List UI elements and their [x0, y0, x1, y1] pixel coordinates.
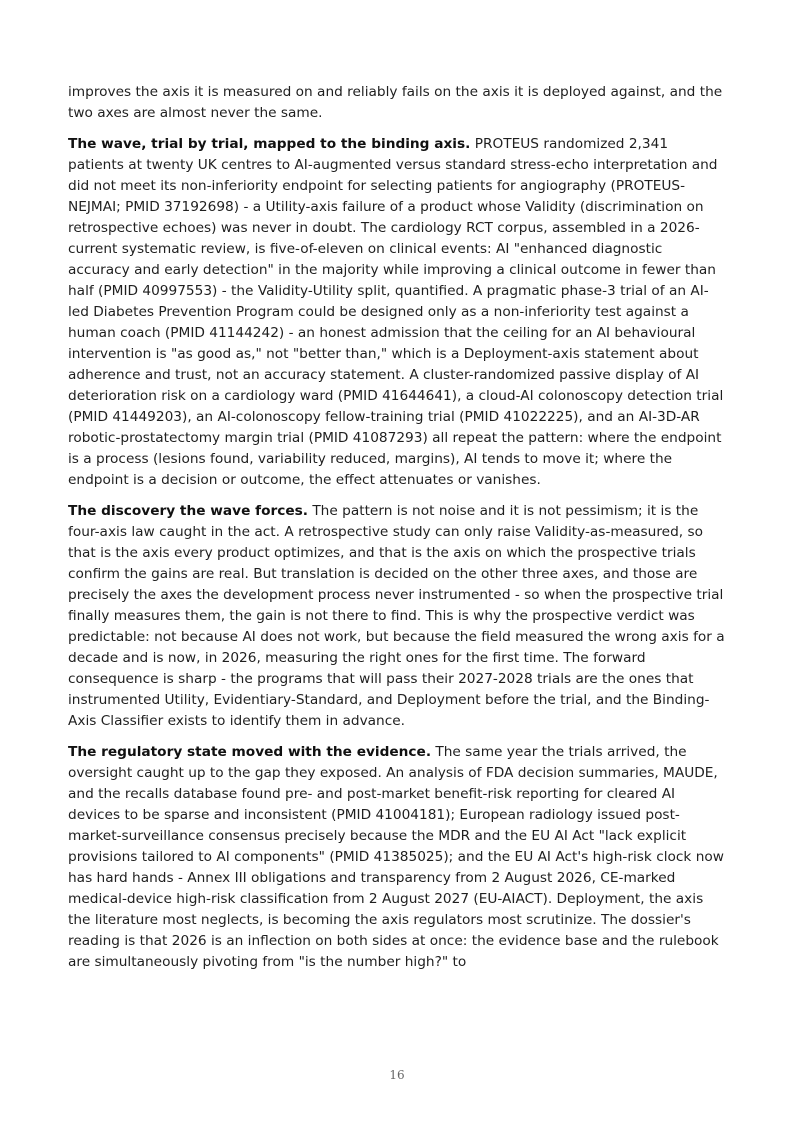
page-number: 16	[389, 1068, 405, 1082]
paragraph-text: The pattern is not noise and it is not pessimism; it is the four-axis law caught in the act. A retrospective study can only raise Validity-as-measured, so that is the axis every product optimizes, and that is the axis on which the prospective trials confirm the gains are real. But translation is decided on the other three axes, and those are precisely the axes the development process never instrumented - so when the prospective trial finally measures them, the gain is not there to find. This is why the prospective verdict was predictable: not because AI does not work, but because the field measured the wrong axis for a decade and is now, in 2026, measuring the right ones for the first time. The forward consequence is sharp - the programs that will pass their 2027-2028 trials are the ones that instrumented Utility, Evidentiary-Standard, and Deployment before the trial, and the Binding-Axis Classifier exists to identify them in advance.	[68, 503, 725, 729]
paragraph-text: PROTEUS randomized 2,341 patients at twenty UK centres to AI-augmented versus standard stress-echo interpretation and did not meet its non-inferiority endpoint for selecting patients for angiography (PROTEUS-NEJMAI; PMID 37192698) - a Utility-axis failure of a product whose Validity (discrimination on retrospective echoes) was never in doubt. The cardiology RCT corpus, assembled in a 2026-current systematic review, is five-of-eleven on clinical events: AI "enhanced diagnostic accuracy and early detection" in the majority while improving a clinical outcome in fewer than half (PMID 40997553) - the Validity-Utility split, quantified. A pragmatic phase-3 trial of an AI-led Diabetes Prevention Program could be designed only as a non-inferiority test against a human coach (PMID 41144242) - an honest admission that the ceiling for an AI behavioural intervention is "as good as," not "better than," which is a Deployment-axis statement about adherence and trust, not an accuracy statement. A cluster-randomized passive display of AI deterioration risk on a cardiology ward (PMID 41644641), a cloud-AI colonoscopy detection trial (PMID 41449203), an AI-colonoscopy fellow-training trial (PMID 41022225), and an AI-3D-AR robotic-prostatectomy margin trial (PMID 41087293) all repeat the pattern: where the endpoint is a process (lesions found, variability reduced, margins), AI tends to move it; where the endpoint is a decision or outcome, the effect attenuates or vanishes.	[68, 136, 724, 488]
paragraph-trial-wave	[68, 134, 728, 491]
paragraph-heading: The wave, trial by trial, mapped to the binding axis.	[68, 136, 471, 152]
paragraph-regulatory	[68, 742, 728, 973]
paragraph-text: The same year the trials arrived, the oversight caught up to the gap they exposed. An analysis of FDA decision summaries, MAUDE, and the recalls database found pre- and post-market benefit-risk reporting for cleared AI devices to be sparse and inconsistent (PMID 41004181); European radiology issued post-market-surveillance consensus precisely because the MDR and the EU AI Act "lack explicit provisions tailored to AI components" (PMID 41385025); and the EU AI Act's high-risk clock now has hard hands - Annex III obligations and transparency from 2 August 2026, CE-marked medical-device high-risk classification from 2 August 2027 (EU-AIACT). Deployment, the axis the literature most neglects, is becoming the axis regulators most scrutinize. The dossier's reading is that 2026 is an inflection on both sides at once: the evidence base and the rulebook are simultaneously pivoting from "is the number high?" to	[68, 744, 724, 970]
paragraph-text: improves the axis it is measured on and reliably fails on the axis it is deployed against, and the two axes are almost never the same.	[68, 84, 723, 121]
document-body	[68, 82, 728, 983]
paragraph-continuation	[68, 82, 728, 124]
paragraph-heading: The discovery the wave forces.	[68, 503, 308, 519]
paragraph-heading: The regulatory state moved with the evidence.	[68, 744, 432, 760]
paragraph-discovery	[68, 501, 728, 732]
